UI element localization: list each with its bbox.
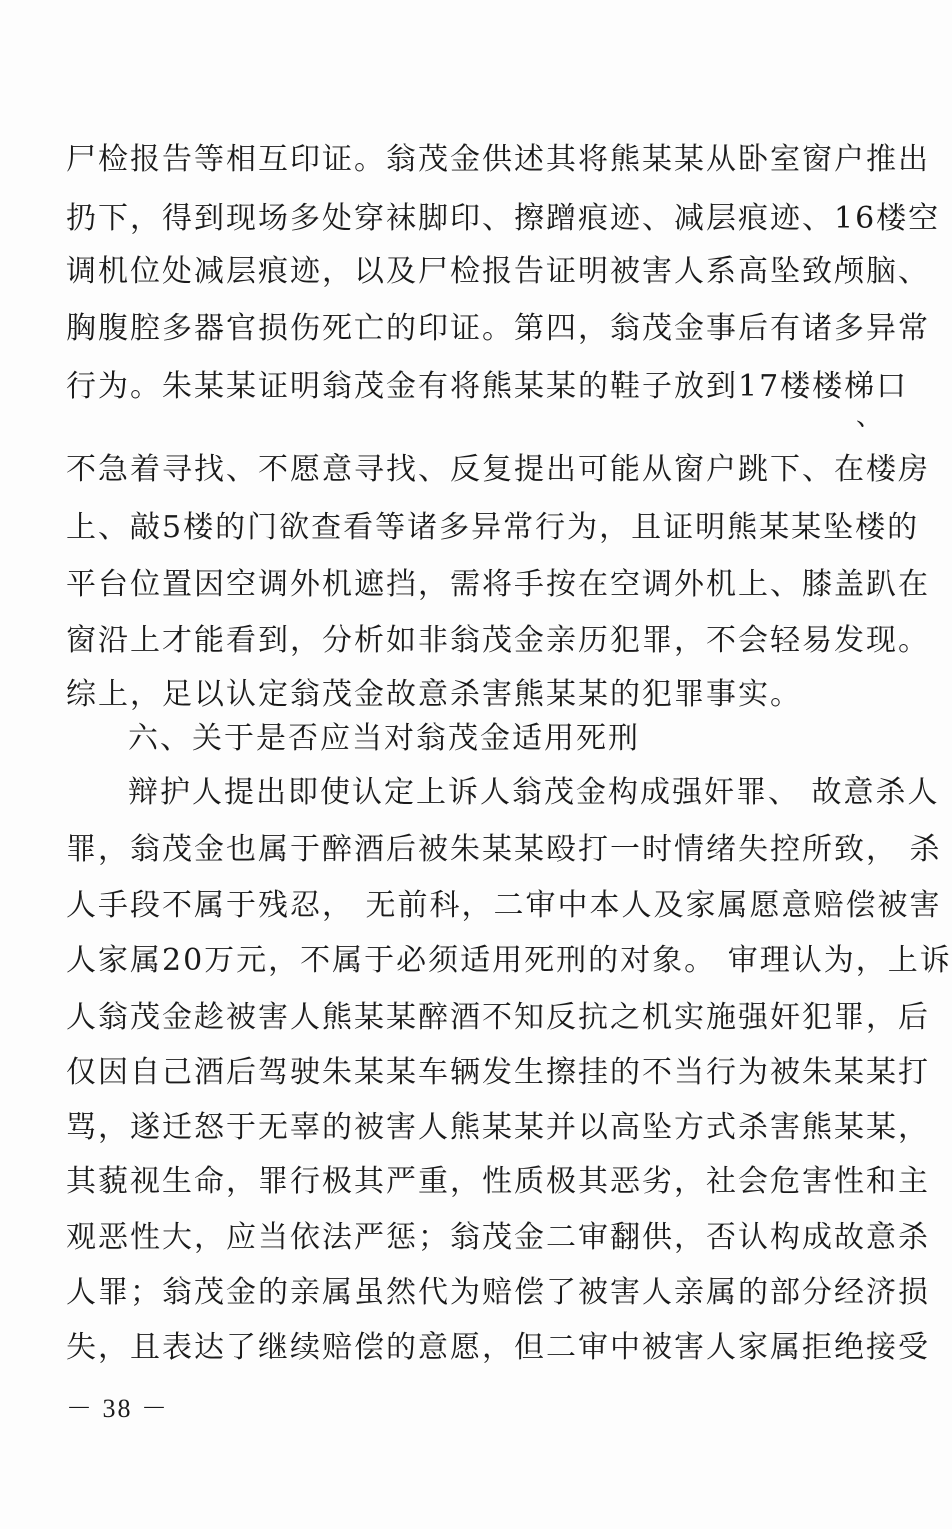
text-line: 胸腹腔多器官损伤死亡的印证。第四，翁茂金事后有诸多异常 (66, 311, 930, 346)
text-line: 骂，遂迁怒于无辜的被害人熊某某并以高坠方式杀害熊某某， (66, 1110, 930, 1145)
text-line: 综上，足以认定翁茂金故意杀害熊某某的犯罪事实。 (66, 677, 802, 712)
text-line: 尸检报告等相互印证。翁茂金供述其将熊某某从卧室窗户推出 (66, 142, 930, 177)
text-line: 人家属20万元，不属于必须适用死刑的对象。 审理认为，上诉 (66, 943, 952, 978)
text-line: 平台位置因空调外机遮挡，需将手按在空调外机上、膝盖趴在 (66, 567, 930, 602)
stray-punctuation-mark: 、 (856, 402, 883, 432)
text-line: 其藐视生命，罪行极其严重，性质极其恶劣，社会危害性和主 (66, 1164, 930, 1199)
text-line: 扔下，得到现场多处穿袜脚印、擦蹭痕迹、减层痕迹、16楼空 (66, 201, 941, 236)
text-line: 人手段不属于残忍， 无前科，二审中本人及家属愿意赔偿被害 (66, 888, 942, 923)
text-line: 不急着寻找、不愿意寻找、反复提出可能从窗户跳下、在楼房 (66, 452, 930, 487)
section-heading: 六、关于是否应当对翁茂金适用死刑 (128, 721, 640, 756)
text-line: 仅因自己酒后驾驶朱某某车辆发生擦挂的不当行为被朱某某打 (66, 1055, 930, 1090)
text-line: 人罪；翁茂金的亲属虽然代为赔偿了被害人亲属的部分经济损 (66, 1275, 930, 1310)
page-number: － 38 － (66, 1394, 170, 1423)
text-line: 人翁茂金趁被害人熊某某醉酒不知反抗之机实施强奸犯罪，后 (66, 1000, 930, 1035)
text-line: 观恶性大，应当依法严惩；翁茂金二审翻供，否认构成故意杀 (66, 1220, 930, 1255)
text-line: 窗沿上才能看到，分析如非翁茂金亲历犯罪，不会轻易发现。 (66, 623, 930, 658)
text-line: 上、敲5楼的门欲查看等诸多异常行为，且证明熊某某坠楼的 (66, 510, 920, 545)
paragraph-first-line: 辩护人提出即使认定上诉人翁茂金构成强奸罪、 故意杀人 (128, 775, 940, 810)
text-line: 调机位处减层痕迹，以及尸检报告证明被害人系高坠致颅脑、 (66, 254, 930, 289)
text-line: 行为。朱某某证明翁茂金有将熊某某的鞋子放到17楼楼梯口 (66, 369, 909, 404)
text-line: 失，且表达了继续赔偿的意愿，但二审中被害人家属拒绝接受 (66, 1330, 930, 1365)
text-line: 罪，翁茂金也属于醉酒后被朱某某殴打一时情绪失控所致， 杀 (66, 832, 942, 867)
